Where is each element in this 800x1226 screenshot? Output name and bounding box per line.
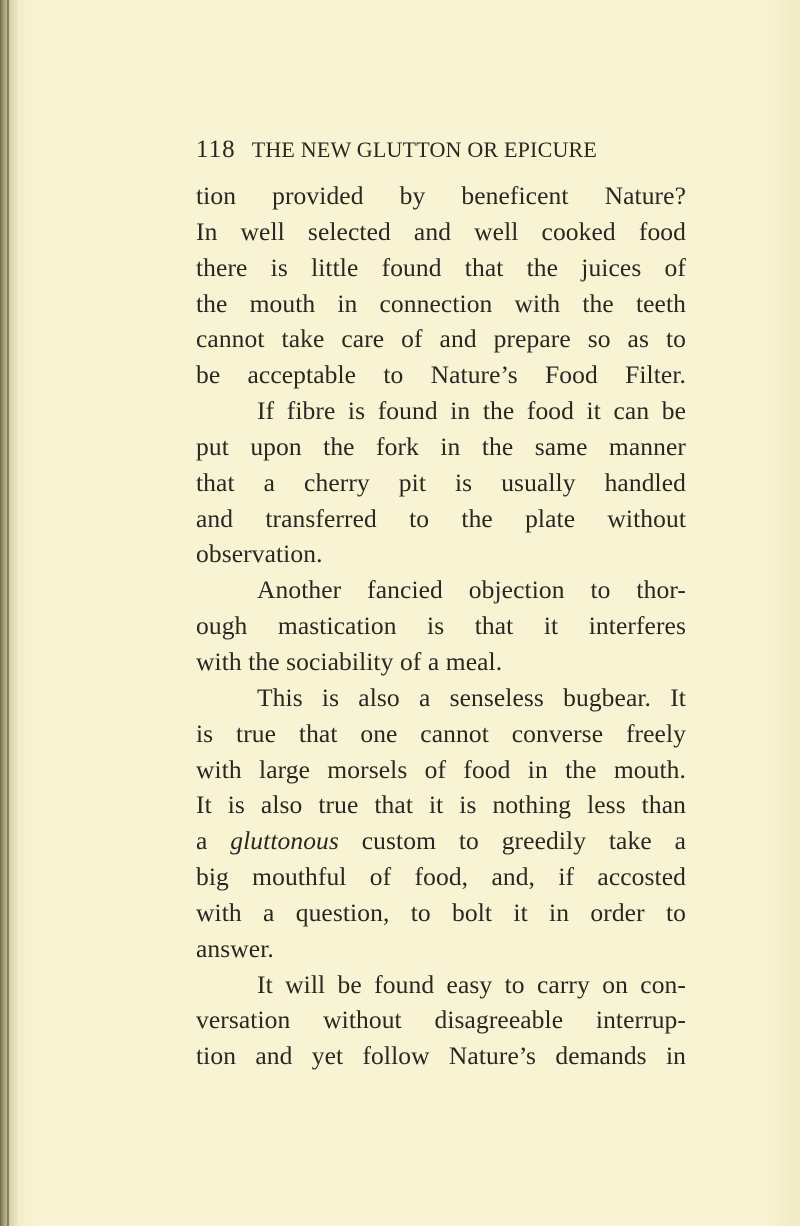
text-line: with the sociability of a meal.: [196, 646, 503, 676]
text-line: In well selected and well cooked food: [196, 216, 686, 246]
text-line: versation without disagreeable interrup-: [196, 1005, 686, 1035]
page-number: 118: [196, 136, 236, 163]
text-line: and transferred to the plate without: [196, 503, 686, 533]
text-line: with large morsels of food in the mouth.: [196, 754, 686, 784]
text-line: tion provided by beneficent Nature?: [196, 181, 686, 210]
text-line: the mouth in connection with the teeth: [196, 288, 686, 318]
body-text: [196, 178, 716, 1074]
text-line: It will be found easy to carry on con-: [257, 969, 686, 999]
text-line: It is also true that it is nothing less than: [196, 790, 686, 820]
text-line: answer.: [196, 933, 274, 963]
italic-word: gluttonous: [230, 826, 339, 856]
binding-edge: [0, 0, 18, 1226]
text-line: If fibre is found in the food it can be: [257, 396, 686, 426]
text-line: cannot take care of and prepare so as to: [196, 324, 686, 354]
text-fragment: a: [196, 826, 231, 856]
text-line: be acceptable to Nature’s Food Filter.: [196, 360, 686, 390]
running-head: [196, 136, 676, 170]
text-line: This is also a senseless bugbear. It: [257, 682, 686, 712]
text-line: ough mastication is that it interferes: [196, 611, 686, 641]
text-line: Another fancied objection to thor-: [257, 575, 686, 605]
text-line: observation.: [196, 539, 323, 569]
text-line: big mouthful of food, and, if accosted: [196, 862, 686, 892]
text-line: is true that one cannot converse freely: [196, 718, 686, 748]
text-line: tion and yet follow Nature’s demands in: [196, 1041, 686, 1071]
text-line-with-italic: [196, 823, 686, 859]
text-line: with a question, to bolt it in order to: [196, 897, 686, 927]
running-head-title: THE NEW GLUTTON OR EPICURE: [251, 137, 598, 162]
text-line: there is little found that the juices of: [196, 252, 686, 282]
text-line: that a cherry pit is usually handled: [196, 467, 686, 497]
text-line: put upon the fork in the same manner: [196, 431, 686, 461]
text-fragment: custom to greedily take a: [338, 826, 686, 856]
